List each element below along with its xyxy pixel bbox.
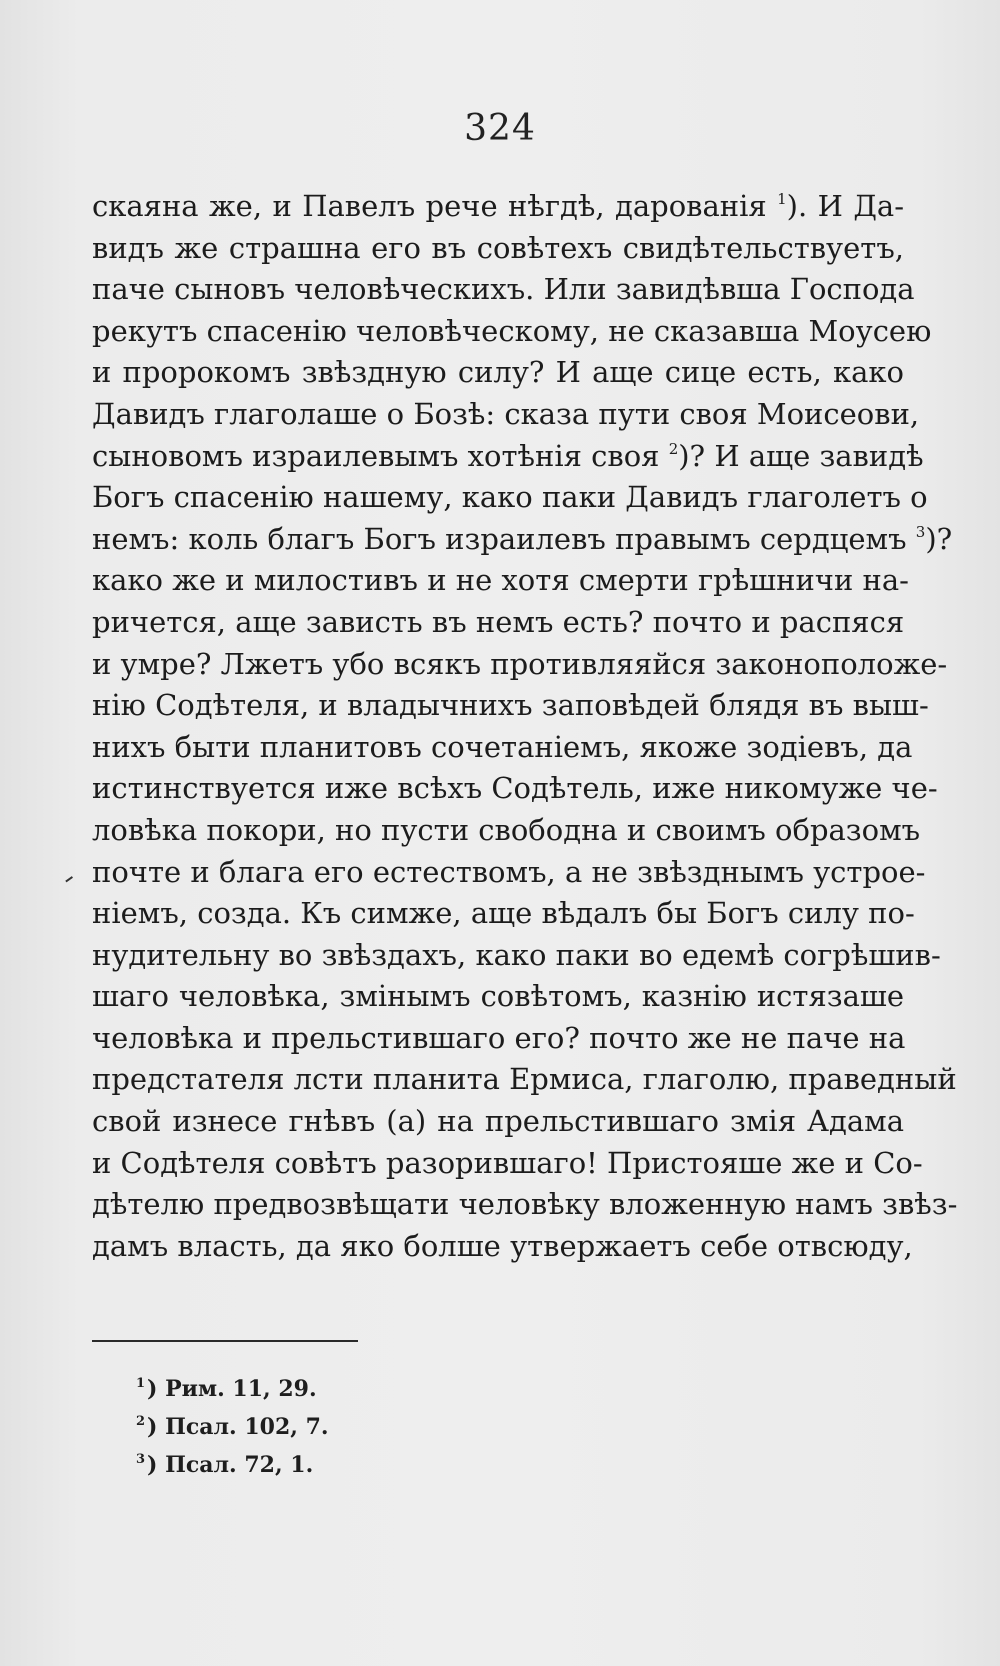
text-line [92,352,904,394]
text-line [92,852,926,894]
body-text [92,186,958,1267]
text-line-content: паче сыновъ человѣческихъ. Или завидѣвша Господа [92,272,915,307]
text-line [92,1059,957,1101]
text-line-content: )? И аще завидѣ [678,438,924,473]
text-line-content: ). И Да- [786,189,904,223]
footnote-reference: 3 [915,522,926,541]
footnote-mark: 3 [136,1452,146,1467]
text-line [92,186,904,228]
text-line [92,394,920,436]
text-line-content: скаяна же, и Павелъ рече нѣгдѣ, дарованія [92,189,778,223]
text-line-content: рекутъ спасенію человѣческому, не сказавша Моусею [92,313,932,348]
text-line [92,1101,904,1143]
text-line [92,269,915,311]
text-line [92,602,904,644]
text-line [92,1184,958,1226]
text-line-content: Давидъ глаголаше о Бозѣ: сказа пути своя Моисеови, [92,396,920,431]
text-line-content: истинствуется иже всѣхъ Содѣтель, иже никомуже че- [92,771,938,806]
text-line [92,477,928,519]
text-line-content: )? [925,521,953,556]
text-line-content: шаго человѣка, змінымъ совѣтомъ, казнію истязаше [92,979,904,1014]
footnote-text: ) Псал. 72, 1. [147,1452,314,1478]
text-line-content: человѣка и прельстившаго его? почто же не паче на [92,1020,906,1055]
text-line [92,1226,913,1268]
text-line-content: дамъ власть, да яко болше утвержаетъ себе отвсюду, [92,1228,913,1263]
footnote [136,1408,536,1446]
text-line-content: нудительну во звѣздахъ, како паки во едемѣ согрѣшив- [92,937,941,972]
text-line-content: свой изнесе гнѣвъ (а) на прельстившаго змія Адама [92,1104,904,1139]
text-line [92,228,904,270]
text-line-content: и пророкомъ звѣздную силу? И аще сице есть, како [92,355,904,390]
footnote-text: ) Рим. 11, 29. [147,1376,317,1402]
text-line-content: ловѣка покори, но пусти свободна и своимъ образомъ [92,812,921,847]
text-line-content: дѣтелю предвозвѣщати человѣку вложенную намъ звѣз- [92,1187,958,1222]
text-line [92,976,904,1018]
text-line [92,685,929,727]
footnote-text: ) Псал. 102, 7. [147,1414,329,1440]
text-line [92,727,913,769]
text-line-content: предстателя лсти планита Ермиса, глаголю, праведный [92,1062,957,1097]
text-line [92,810,921,852]
text-line [92,893,915,935]
text-line [92,560,909,602]
text-line-content: нію Содѣтеля, и владычнихъ заповѣдей блядя въ выш- [92,688,929,723]
text-line-content: Богъ спасенію нашему, како паки Давидъ глаголетъ о [92,480,928,515]
text-line [92,519,953,561]
text-line-content: и Содѣтеля совѣтъ разорившаго! Пристояше же и Со- [92,1145,923,1180]
footnote [136,1370,536,1408]
margin-mark [65,876,74,885]
text-line-content: сыновомъ израилевымъ хотѣнія своя [92,438,669,473]
text-line-content: ніемъ, созда. Къ симже, аще вѣдалъ бы Богъ силу по- [92,896,915,931]
text-line [92,644,948,686]
text-line-content: почте и блага его естествомъ, а не звѣзднымъ устрое- [92,854,926,889]
text-line [92,935,941,977]
text-line [92,768,938,810]
footnote-reference: 1 [777,190,787,208]
footnote [136,1446,536,1484]
footnote-mark: 1 [136,1376,146,1391]
footnote-reference: 2 [668,439,679,458]
text-line-content: видъ же страшна его въ совѣтехъ свидѣтельствуетъ, [92,230,904,265]
text-line-content: и умре? Лжетъ убо всякъ противляяйся законоположе- [92,646,948,681]
text-line [92,311,932,353]
text-line-content: нихъ быти планитовъ сочетаніемъ, якоже зодіевъ, да [92,729,913,764]
footnote-rule [92,1340,358,1342]
text-line-content: немъ: коль благъ Богъ израилевъ правымъ сердцемъ [92,521,916,556]
footnotes [136,1370,536,1484]
text-line [92,436,924,478]
footnote-mark: 2 [136,1414,146,1429]
text-line [92,1143,923,1185]
text-line-content: како же и милостивъ и не хотя смерти грѣшничи на- [92,563,909,598]
page-number: 324 [464,108,536,149]
text-line-content: ричется, аще зависть въ немъ есть? почто и распяся [92,604,905,639]
text-line [92,1018,904,1060]
